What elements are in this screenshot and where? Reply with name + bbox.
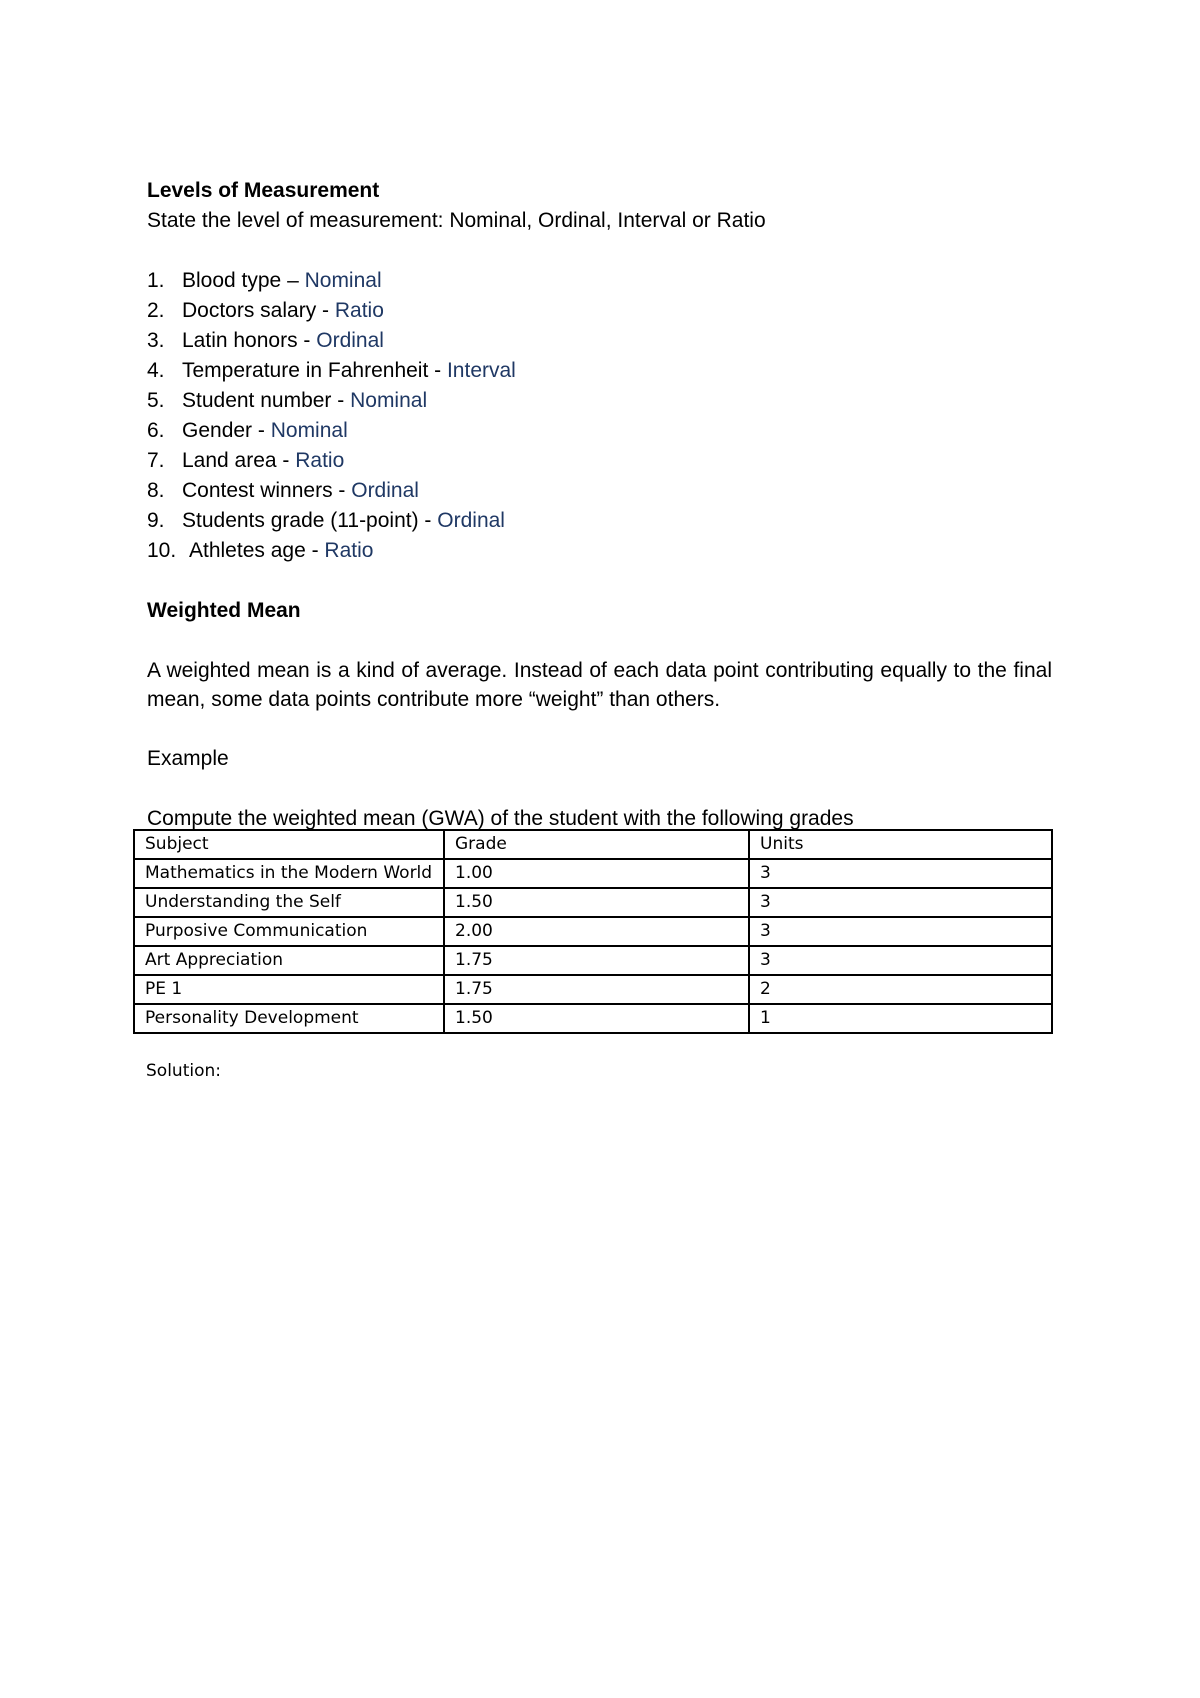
table-row xyxy=(134,888,1052,917)
cell-subject: Understanding the Self xyxy=(134,888,444,917)
spacer xyxy=(147,626,1052,656)
item-answer: Ordinal xyxy=(316,329,384,352)
item-text: Gender - xyxy=(182,419,271,442)
cell-grade: 1.75 xyxy=(444,946,749,975)
item-text: Students grade (11-point) - xyxy=(182,509,438,532)
cell-subject: Mathematics in the Modern World xyxy=(134,859,444,888)
cell-units: 3 xyxy=(749,946,1052,975)
grades-table xyxy=(133,829,1053,1034)
list-item xyxy=(147,506,1052,536)
item-answer: Ratio xyxy=(334,299,384,322)
levels-list xyxy=(147,266,1052,566)
spacer xyxy=(147,566,1052,596)
item-number: 2. xyxy=(147,299,165,322)
item-answer: Ratio xyxy=(324,539,374,562)
document-body xyxy=(147,176,1052,834)
item-number: 6. xyxy=(147,419,165,442)
header-cell-subject: Subject xyxy=(134,830,444,859)
item-number: 8. xyxy=(147,479,165,502)
list-item xyxy=(147,446,1052,476)
item-number: 7. xyxy=(147,449,165,472)
item-answer: Ordinal xyxy=(351,479,419,502)
item-text: Athletes age - xyxy=(189,539,325,562)
list-item xyxy=(147,386,1052,416)
cell-grade: 1.75 xyxy=(444,975,749,1004)
weighted-mean-description: A weighted mean is a kind of average. Instead of each data point contributing equally to the final mean, some data points contribute more “weight” than others. xyxy=(147,659,1052,711)
header-cell-units: Units xyxy=(749,830,1052,859)
section-title-levels: Levels of Measurement xyxy=(147,179,380,202)
item-number: 4. xyxy=(147,359,165,382)
item-answer: Ratio xyxy=(295,449,345,472)
cell-units: 3 xyxy=(749,917,1052,946)
table-row xyxy=(134,1004,1052,1033)
section-title-weighted-mean: Weighted Mean xyxy=(147,599,301,622)
cell-subject: Art Appreciation xyxy=(134,946,444,975)
list-item xyxy=(147,296,1052,326)
item-answer: Nominal xyxy=(304,269,382,292)
instruction-text: State the level of measurement: Nominal, Ordinal, Interval or Ratio xyxy=(147,209,766,232)
example-label: Example xyxy=(147,747,229,770)
table-row xyxy=(134,946,1052,975)
item-text: Doctors salary - xyxy=(182,299,335,322)
table-header-row xyxy=(134,830,1052,859)
list-item xyxy=(147,476,1052,506)
cell-units: 1 xyxy=(749,1004,1052,1033)
list-item xyxy=(147,266,1052,296)
item-number: 9. xyxy=(147,509,165,532)
list-item xyxy=(147,356,1052,386)
cell-units: 3 xyxy=(749,859,1052,888)
cell-grade: 1.50 xyxy=(444,888,749,917)
item-number: 5. xyxy=(147,389,165,412)
item-number: 1. xyxy=(147,269,165,292)
item-number: 3. xyxy=(147,329,165,352)
item-answer: Ordinal xyxy=(437,509,505,532)
item-text: Contest winners - xyxy=(182,479,352,502)
cell-grade: 1.00 xyxy=(444,859,749,888)
cell-grade: 1.50 xyxy=(444,1004,749,1033)
item-text: Land area - xyxy=(182,449,296,472)
spacer xyxy=(147,236,1052,266)
list-item xyxy=(147,536,1052,566)
list-item xyxy=(147,416,1052,446)
cell-grade: 2.00 xyxy=(444,917,749,946)
item-text: Student number - xyxy=(182,389,351,412)
spacer xyxy=(147,714,1052,744)
item-answer: Interval xyxy=(446,359,516,382)
item-text: Temperature in Fahrenheit - xyxy=(182,359,447,382)
header-cell-grade: Grade xyxy=(444,830,749,859)
item-text: Latin honors - xyxy=(182,329,317,352)
example-prompt: Compute the weighted mean (GWA) of the student with the following grades xyxy=(147,807,854,830)
cell-subject: Personality Development xyxy=(134,1004,444,1033)
item-answer: Nominal xyxy=(350,389,428,412)
item-text: Blood type – xyxy=(182,269,305,292)
table-row xyxy=(134,917,1052,946)
solution-label: Solution: xyxy=(146,1061,221,1081)
cell-units: 3 xyxy=(749,888,1052,917)
spacer xyxy=(147,774,1052,804)
cell-units: 2 xyxy=(749,975,1052,1004)
cell-subject: PE 1 xyxy=(134,975,444,1004)
table-row xyxy=(134,859,1052,888)
cell-subject: Purposive Communication xyxy=(134,917,444,946)
item-number: 10. xyxy=(147,539,177,562)
item-answer: Nominal xyxy=(270,419,348,442)
table-row xyxy=(134,975,1052,1004)
list-item xyxy=(147,326,1052,356)
